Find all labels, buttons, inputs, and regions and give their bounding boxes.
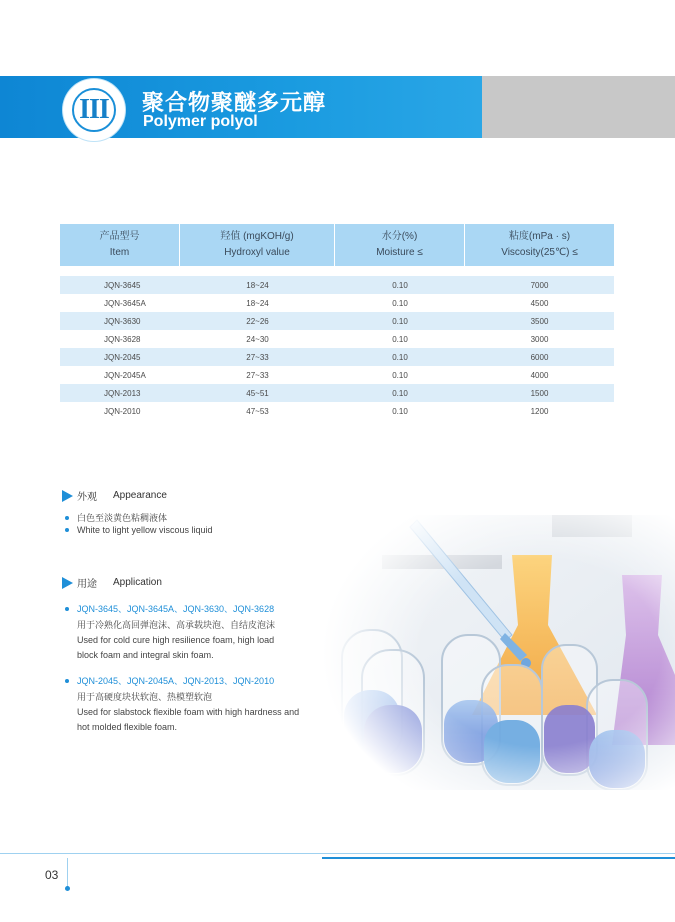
footer-accent-line xyxy=(322,857,675,859)
spec-table-header xyxy=(60,224,614,266)
list-item: White to light yellow viscous liquid xyxy=(65,525,213,535)
page-number: 03 xyxy=(45,868,59,882)
list-item: JQN-2045、JQN-2045A、JQN-2013、JQN-2010 xyxy=(65,674,274,687)
table-row: JQN-2013 45~51 0.10 1500 xyxy=(60,384,614,402)
application-desc: 用于高硬度块状软泡、热模塑软泡 Used for slabstock flexible foam with high hardness and hot molded flexible foam. xyxy=(77,692,300,732)
list-item: 白色至淡黄色粘稠液体 xyxy=(65,511,167,524)
bullet-dot-icon xyxy=(65,516,69,520)
bullet-dot-icon xyxy=(65,607,69,611)
appearance-heading: 外观 Appearance xyxy=(62,488,167,503)
page-title-cn: 聚合物聚醚多元醇 xyxy=(142,91,327,116)
col-hydroxyl: 羟值 (mgKOH/g) Hydroxyl value xyxy=(180,224,335,266)
col-item: 产品型号 Item xyxy=(60,224,180,266)
arrow-right-icon xyxy=(62,490,73,502)
application-desc: 用于冷熟化高回弹泡沫、高承载块泡、自结皮泡沫 Used for cold cure high resilience foam, high load block foam and integral skin foam. xyxy=(77,620,276,660)
table-row: JQN-3628 24~30 0.10 3000 xyxy=(104,334,549,344)
test-tubes-photo xyxy=(322,515,675,790)
bullet-dot-icon xyxy=(65,528,69,532)
footer-dot-icon xyxy=(65,886,70,891)
table-row: JQN-2010 47~53 0.10 1200 xyxy=(104,406,549,416)
header-banner-grey xyxy=(482,76,675,138)
table-row: JQN-2045A 27~33 0.10 4000 xyxy=(104,370,549,380)
table-row: JQN-3645 18~24 0.10 7000 xyxy=(60,276,614,294)
col-moisture: 水分(%) Moisture ≤ xyxy=(335,224,465,266)
spec-table-body xyxy=(60,276,614,420)
table-row: JQN-3630 22~26 0.10 3500 xyxy=(60,312,614,330)
footer-divider xyxy=(0,853,675,854)
table-row: JQN-2045 27~33 0.10 6000 xyxy=(60,348,614,366)
arrow-right-icon xyxy=(62,577,73,589)
footer-vertical-line xyxy=(67,858,68,888)
col-viscosity: 粘度(mPa · s) Viscosity(25℃) ≤ xyxy=(501,231,578,258)
section-badge xyxy=(63,79,125,141)
page-title-en: Polymer polyol xyxy=(143,113,258,130)
bullet-dot-icon xyxy=(65,679,69,683)
table-row: JQN-3645A 18~24 0.10 4500 xyxy=(104,298,549,308)
list-item: JQN-3645、JQN-3645A、JQN-3630、JQN-3628 xyxy=(65,602,274,615)
section-numeral: III xyxy=(79,94,109,125)
application-heading: 用途 Application xyxy=(62,575,162,590)
